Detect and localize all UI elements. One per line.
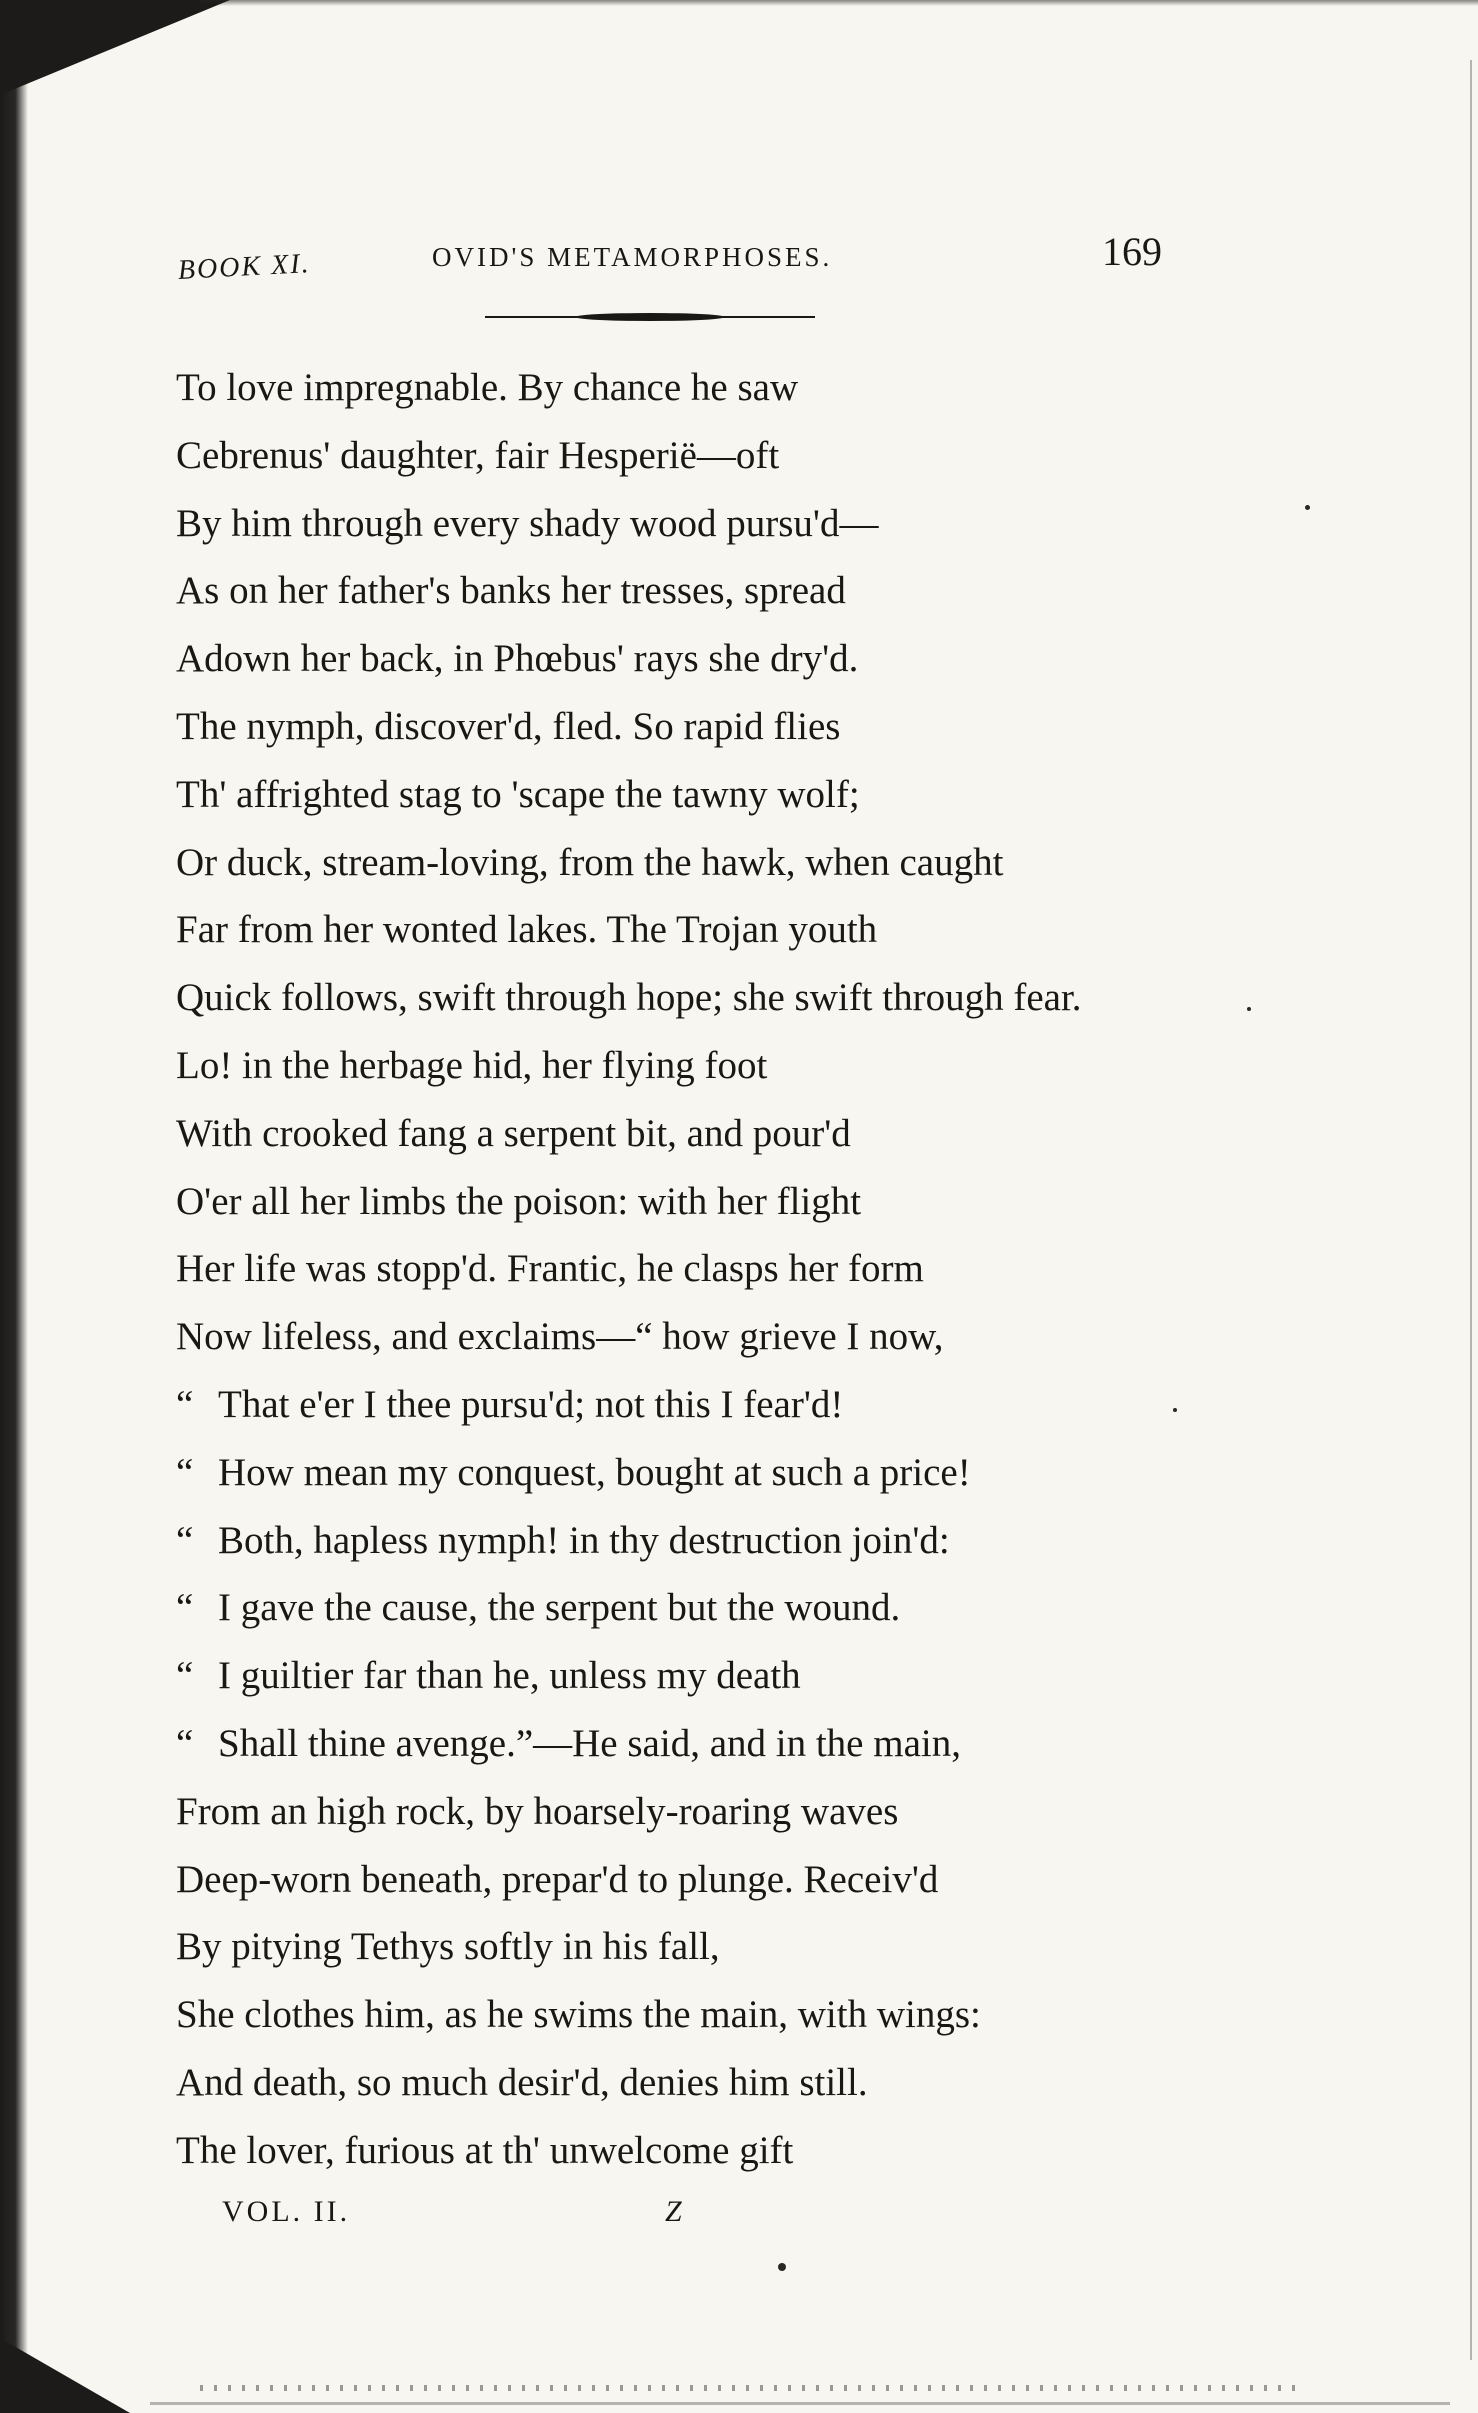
rule-swell xyxy=(575,313,725,321)
verse-line xyxy=(176,2049,1216,2117)
verse-line-text: Shall thine avenge.”—He said, and in the main, xyxy=(218,1721,961,1765)
verse-line xyxy=(176,1778,1216,1846)
gathering-letter: Z xyxy=(665,2195,682,2228)
page-number: 169 xyxy=(1102,229,1162,274)
opening-quote: “ xyxy=(176,1721,194,1765)
book-label: BOOK XI. xyxy=(177,248,312,286)
verse-text xyxy=(176,354,1216,2185)
verse-line xyxy=(176,1168,1216,1236)
opening-quote: “ xyxy=(176,1518,194,1562)
scan-edge-bottom xyxy=(150,2402,1450,2405)
verse-line xyxy=(176,1846,1216,1914)
scan-dust-bottom xyxy=(200,2385,1300,2391)
verse-line xyxy=(176,422,1216,490)
verse-line xyxy=(176,2117,1216,2185)
verse-line-text: From an high rock, by hoarsely-roaring waves xyxy=(176,1789,899,1833)
verse-line-text: And death, so much desir'd, denies him still. xyxy=(176,2060,868,2104)
verse-line xyxy=(176,1710,1216,1778)
scan-corner-top xyxy=(0,0,230,95)
ink-speck xyxy=(1247,1007,1251,1011)
verse-line-text: O'er all her limbs the poison: with her flight xyxy=(176,1179,862,1223)
verse-line xyxy=(176,761,1216,829)
verse-line-text: Adown her back, in Phœbus' rays she dry'd. xyxy=(176,637,859,681)
verse-line-text: The nymph, discover'd, fled. So rapid flies xyxy=(176,704,841,748)
verse-line-text: Deep-worn beneath, prepar'd to plunge. Receiv'd xyxy=(176,1857,939,1901)
verse-line-text: With crooked fang a serpent bit, and pour'd xyxy=(176,1111,851,1155)
running-title: OVID'S METAMORPHOSES. xyxy=(432,242,833,272)
verse-line-text: Cebrenus' daughter, fair Hesperië—oft xyxy=(176,433,780,477)
verse-line-text: She clothes him, as he swims the main, with wings: xyxy=(176,1993,981,2037)
verse-line-text: Quick follows, swift through hope; she swift through fear. xyxy=(176,976,1082,1020)
verse-line xyxy=(176,1303,1216,1371)
opening-quote: “ xyxy=(176,1382,194,1426)
verse-line-text: How mean my conquest, bought at such a price! xyxy=(218,1450,971,1494)
verse-line-text: Or duck, stream-loving, from the hawk, when caught xyxy=(176,840,1004,884)
verse-line-text: Both, hapless nymph! in thy destruction join'd: xyxy=(218,1518,950,1562)
verse-line xyxy=(176,557,1216,625)
verse-line xyxy=(176,1574,1216,1642)
verse-line-text: As on her father's banks her tresses, spread xyxy=(176,569,846,613)
verse-line-text: Th' affrighted stag to 'scape the tawny wolf; xyxy=(176,772,860,816)
verse-line xyxy=(176,1913,1216,1981)
verse-line xyxy=(176,1100,1216,1168)
verse-line xyxy=(176,625,1216,693)
verse-line xyxy=(176,1507,1216,1575)
opening-quote: “ xyxy=(176,1450,194,1494)
verse-line-text: By him through every shady wood pursu'd— xyxy=(176,501,879,545)
verse-line-text: That e'er I thee pursu'd; not this I fear'd! xyxy=(218,1382,844,1426)
verse-line-text: I guiltier far than he, unless my death xyxy=(218,1654,801,1698)
ink-speck xyxy=(778,2263,786,2271)
verse-line-text: Now lifeless, and exclaims—“ how grieve I now, xyxy=(176,1315,944,1359)
verse-line xyxy=(176,490,1216,558)
verse-line xyxy=(176,1032,1216,1100)
scan-corner-bottom xyxy=(0,2338,130,2413)
verse-line xyxy=(176,693,1216,761)
verse-line-text: By pitying Tethys softly in his fall, xyxy=(176,1925,720,1969)
verse-line xyxy=(176,1981,1216,2049)
signature-mark: VOL. II. xyxy=(222,2195,351,2228)
running-header xyxy=(170,225,1180,285)
scan-edge-right xyxy=(1470,60,1472,2360)
verse-line xyxy=(176,896,1216,964)
verse-line xyxy=(176,964,1216,1032)
verse-line xyxy=(176,1235,1216,1303)
verse-line-text: To love impregnable. By chance he saw xyxy=(176,366,799,409)
verse-line xyxy=(176,1371,1216,1439)
verse-line-text: I gave the cause, the serpent but the wound. xyxy=(218,1586,901,1630)
verse-line-text: The lover, furious at th' unwelcome gift xyxy=(176,2128,794,2172)
binding-shadow xyxy=(0,0,28,2413)
verse-line-text: Lo! in the herbage hid, her flying foot xyxy=(176,1043,768,1087)
verse-line-text: Her life was stopp'd. Frantic, he clasps her form xyxy=(176,1247,924,1291)
verse-line xyxy=(176,354,1216,422)
verse-line xyxy=(176,1439,1216,1507)
opening-quote: “ xyxy=(176,1654,194,1698)
verse-line-text: Far from her wonted lakes. The Trojan youth xyxy=(176,908,878,952)
opening-quote: “ xyxy=(176,1586,194,1630)
verse-line xyxy=(176,829,1216,897)
header-rule xyxy=(485,313,815,321)
scan-edge-top xyxy=(200,0,1478,6)
ink-speck xyxy=(1305,505,1310,510)
verse-line xyxy=(176,1642,1216,1710)
